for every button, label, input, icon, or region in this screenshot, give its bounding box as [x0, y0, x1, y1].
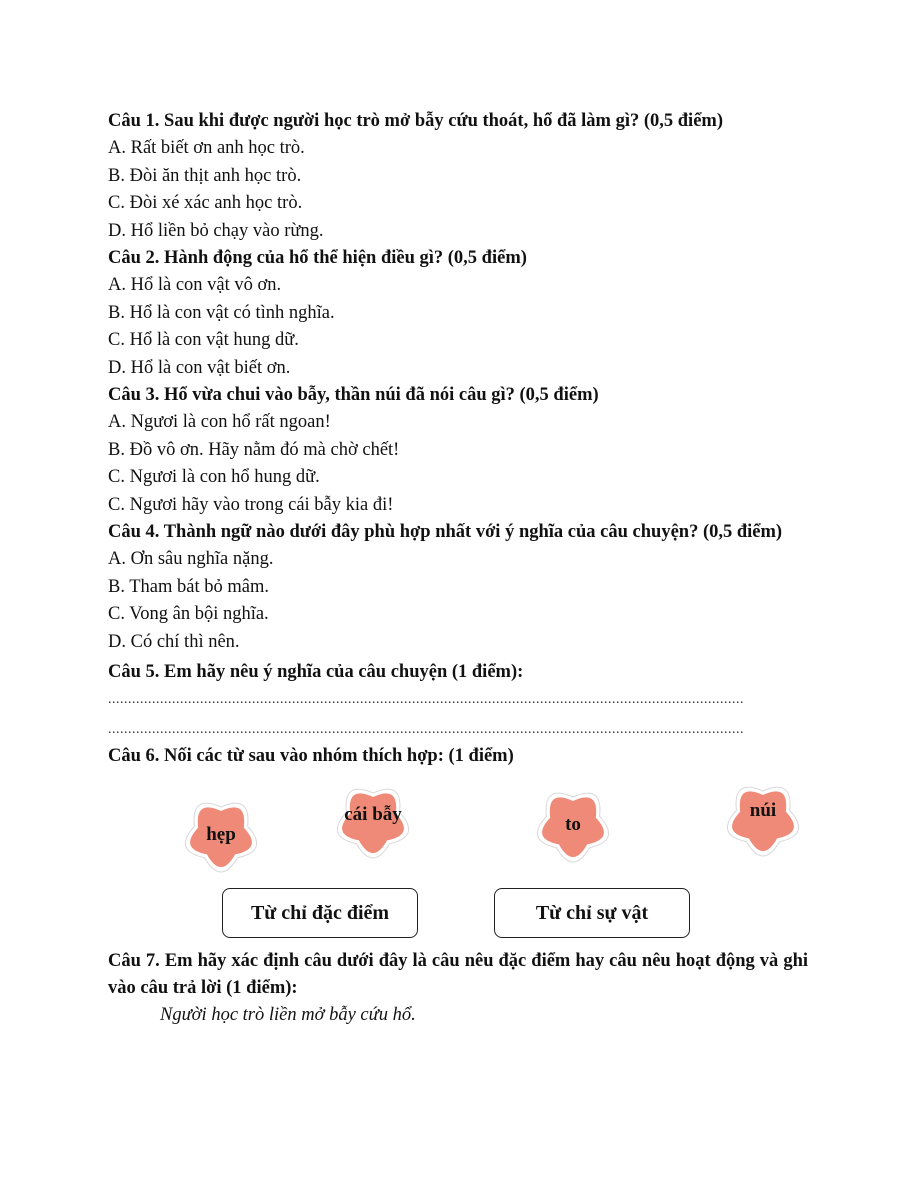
option-c: C. Đòi xé xác anh học trò. [108, 193, 303, 213]
option-b: B. Tham bát bỏ mâm. [108, 576, 269, 597]
option-b: B. Đòi ăn thịt anh học trò. [108, 165, 302, 186]
question-4 [108, 519, 808, 656]
question-7 [108, 948, 808, 1029]
question-5 [108, 659, 808, 741]
question-title: Câu 4. Thành ngữ nào dưới đây phù hợp nhất với ý nghĩa của câu chuyện? (0,5 điểm) [108, 522, 783, 542]
question-1 [108, 108, 808, 245]
question-3 [108, 382, 808, 519]
question-title: Câu 2. Hành động của hổ thể hiện điều gì? (0,5 điểm) [108, 248, 527, 268]
option-c: C. Ngươi là con hổ hung dữ. [108, 467, 320, 487]
option-c: C. Vong ân bội nghĩa. [108, 604, 269, 624]
option-a: A. Ơn sâu nghĩa nặng. [108, 549, 274, 569]
option-b: B. Hổ là con vật có tình nghĩa. [108, 302, 335, 323]
question-title: Câu 5. Em hãy nêu ý nghĩa của câu chuyện (1 điểm): [108, 662, 524, 682]
flower-label: hẹp [206, 824, 236, 845]
flower-label: to [565, 814, 581, 835]
flower-word-2[interactable] [330, 778, 416, 864]
option-d: D. Có chí thì nên. [108, 631, 240, 652]
option-b: B. Đồ vô ơn. Hãy nằm đó mà chờ chết! [108, 439, 400, 460]
answer-line-1[interactable]: ............................................................................................................................................................... [108, 692, 744, 707]
flower-label: cái bẫy [344, 804, 402, 825]
answer-line-2[interactable]: ............................................................................................................................................................... [108, 722, 744, 737]
question-title: Câu 7. Em hãy xác định câu dưới đây là câu nêu đặc điểm hay câu nêu hoạt động và ghi vào câu trả lời (1 điểm): [108, 951, 808, 998]
flower-word-4[interactable] [720, 776, 806, 862]
question-6 [108, 743, 808, 948]
option-a: A. Ngươi là con hổ rất ngoan! [108, 412, 331, 432]
option-a: A. Hổ là con vật vô ơn. [108, 275, 282, 295]
flower-word-3[interactable] [530, 782, 616, 868]
question-title: Câu 6. Nối các từ sau vào nhóm thích hợp: (1 điểm) [108, 746, 514, 766]
group-box-characteristics[interactable]: Từ chỉ đặc điểm [222, 888, 418, 938]
example-sentence: Người học trò liền mở bẫy cứu hổ. [160, 1005, 416, 1025]
question-2 [108, 245, 808, 382]
question-title: Câu 1. Sau khi được người học trò mở bẫy cứu thoát, hổ đã làm gì? (0,5 điểm) [108, 111, 723, 131]
flower-label: núi [749, 800, 777, 821]
option-c-2: C. Ngươi hãy vào trong cái bẫy kia đi! [108, 494, 394, 515]
option-a: A. Rất biết ơn anh học trò. [108, 138, 305, 158]
flower-word-1[interactable] [178, 792, 264, 878]
group-box-row [108, 888, 808, 948]
group-box-things[interactable]: Từ chỉ sự vật [494, 888, 690, 938]
question-title: Câu 3. Hổ vừa chui vào bẫy, thần núi đã nói câu gì? (0,5 điểm) [108, 385, 599, 405]
flower-row [108, 770, 808, 888]
option-d: D. Hổ là con vật biết ơn. [108, 357, 291, 378]
option-c: C. Hổ là con vật hung dữ. [108, 330, 299, 350]
option-d: D. Hổ liền bỏ chạy vào rừng. [108, 220, 324, 241]
worksheet [108, 108, 808, 1029]
